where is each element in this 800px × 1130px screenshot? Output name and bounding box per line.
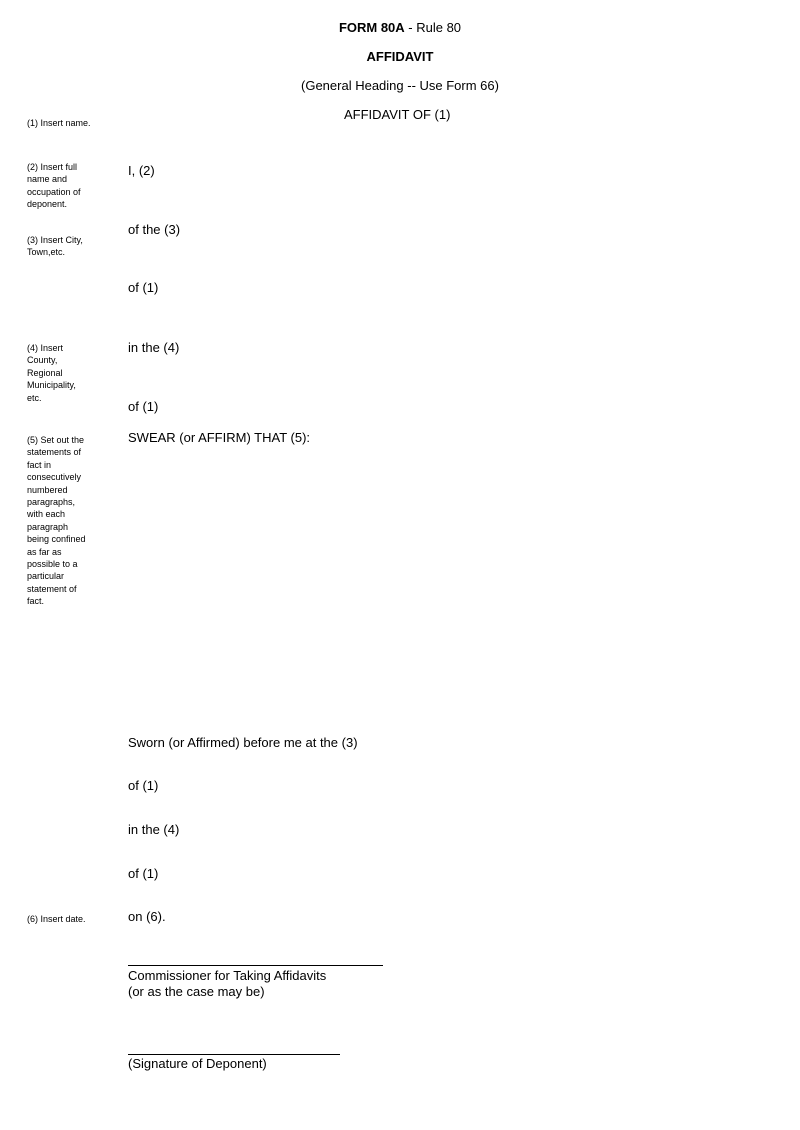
swear-statement-line: SWEAR (or AFFIRM) THAT (5): [128,430,311,445]
margin-note-3: (3) Insert City, Town,etc. [27,235,83,258]
general-heading-note: (General Heading -- Use Form 66) [301,78,499,93]
deponent-signature-label: (Signature of Deponent) [128,1056,267,1071]
margin-note-2: (2) Insert full name and occupation of deponent. [27,162,81,210]
form-title: AFFIDAVIT [366,49,434,64]
deponent-signature-rule [128,1054,340,1055]
jurat-date-line: on (6). [128,909,166,924]
jurat-of-name-line: of (1) [128,866,159,881]
deponent-name-line: I, (2) [128,163,155,178]
form-heading [0,20,800,35]
commissioner-subtitle: (or as the case may be) [128,984,265,999]
jurat-of-name-line: of (1) [128,778,159,793]
margin-note-4: (4) Insert County, Regional Municipality, etc. [27,343,76,403]
form-number: FORM 80A [338,20,405,35]
margin-note-1: (1) Insert name. [27,118,91,128]
sworn-before-line: Sworn (or Affirmed) before me at the (3) [128,735,358,750]
jurat-county-line: in the (4) [128,822,180,837]
of-name-line: of (1) [128,399,159,414]
city-line: of the (3) [128,222,181,237]
commissioner-signature-rule [128,965,383,966]
margin-note-5: (5) Set out the statements of fact in consecutively numbered paragraphs, with each paragraph being confined as far as possible to a particular statement of fact. [27,435,86,607]
commissioner-signature-block [128,968,326,1000]
of-name-line: of (1) [128,280,159,295]
affidavit-of-line: AFFIDAVIT OF (1) [344,107,451,122]
county-line: in the (4) [128,340,180,355]
margin-note-6: (6) Insert date. [27,914,86,924]
rule-reference: - Rule 80 [404,20,462,35]
commissioner-title: Commissioner for Taking Affidavits [128,968,327,983]
